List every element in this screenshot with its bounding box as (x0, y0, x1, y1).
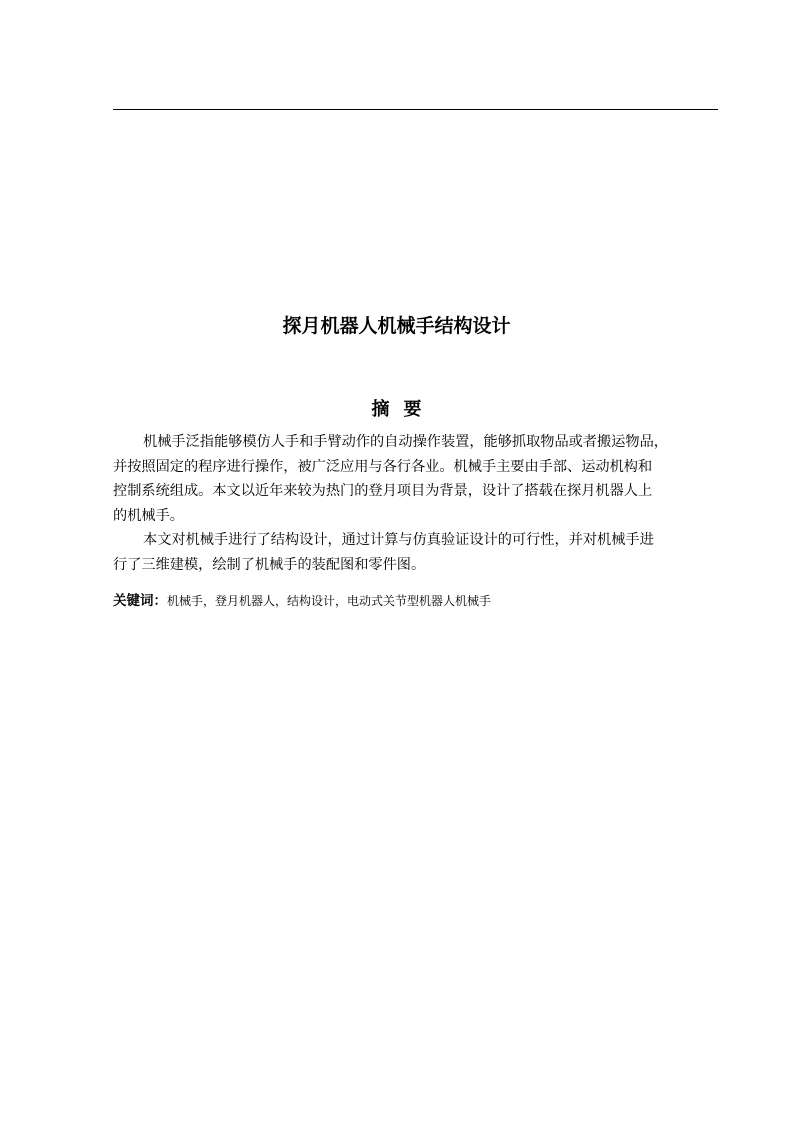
abstract-body (113, 430, 719, 577)
abstract-line: 并按照固定的程序进行操作，被广泛应用与各行各业。机械手主要由手部、运动机构和 (113, 458, 653, 475)
abstract-heading: 摘要 (371, 399, 436, 420)
keywords-label: 关键词： (113, 593, 167, 609)
abstract-line: 机械手泛指能够模仿人手和手臂动作的自动操作装置，能够抓取物品或者搬运物品， (143, 434, 668, 450)
abstract-line: 控制系统组成。本文以近年来较为热门的登月项目为背景，设计了搭载在探月机器人上 (113, 483, 653, 499)
abstract-line: 本文对机械手进行了结构设计，通过计算与仿真验证设计的可行性，并对机械手进 (143, 532, 654, 548)
abstract-line: 的机械手。 (113, 507, 184, 524)
abstract-line: 行了三维建模，绘制了机械手的装配图和零件图。 (113, 556, 426, 573)
abstract-paragraph-1 (113, 430, 719, 528)
keywords (113, 590, 719, 611)
header-rule (113, 109, 718, 110)
keywords-text: 机械手，登月机器人，结构设计，电动式关节型机器人机械手 (167, 594, 492, 608)
abstract-paragraph-2 (113, 528, 719, 577)
document-title: 探月机器人机械手结构设计 (282, 315, 511, 337)
